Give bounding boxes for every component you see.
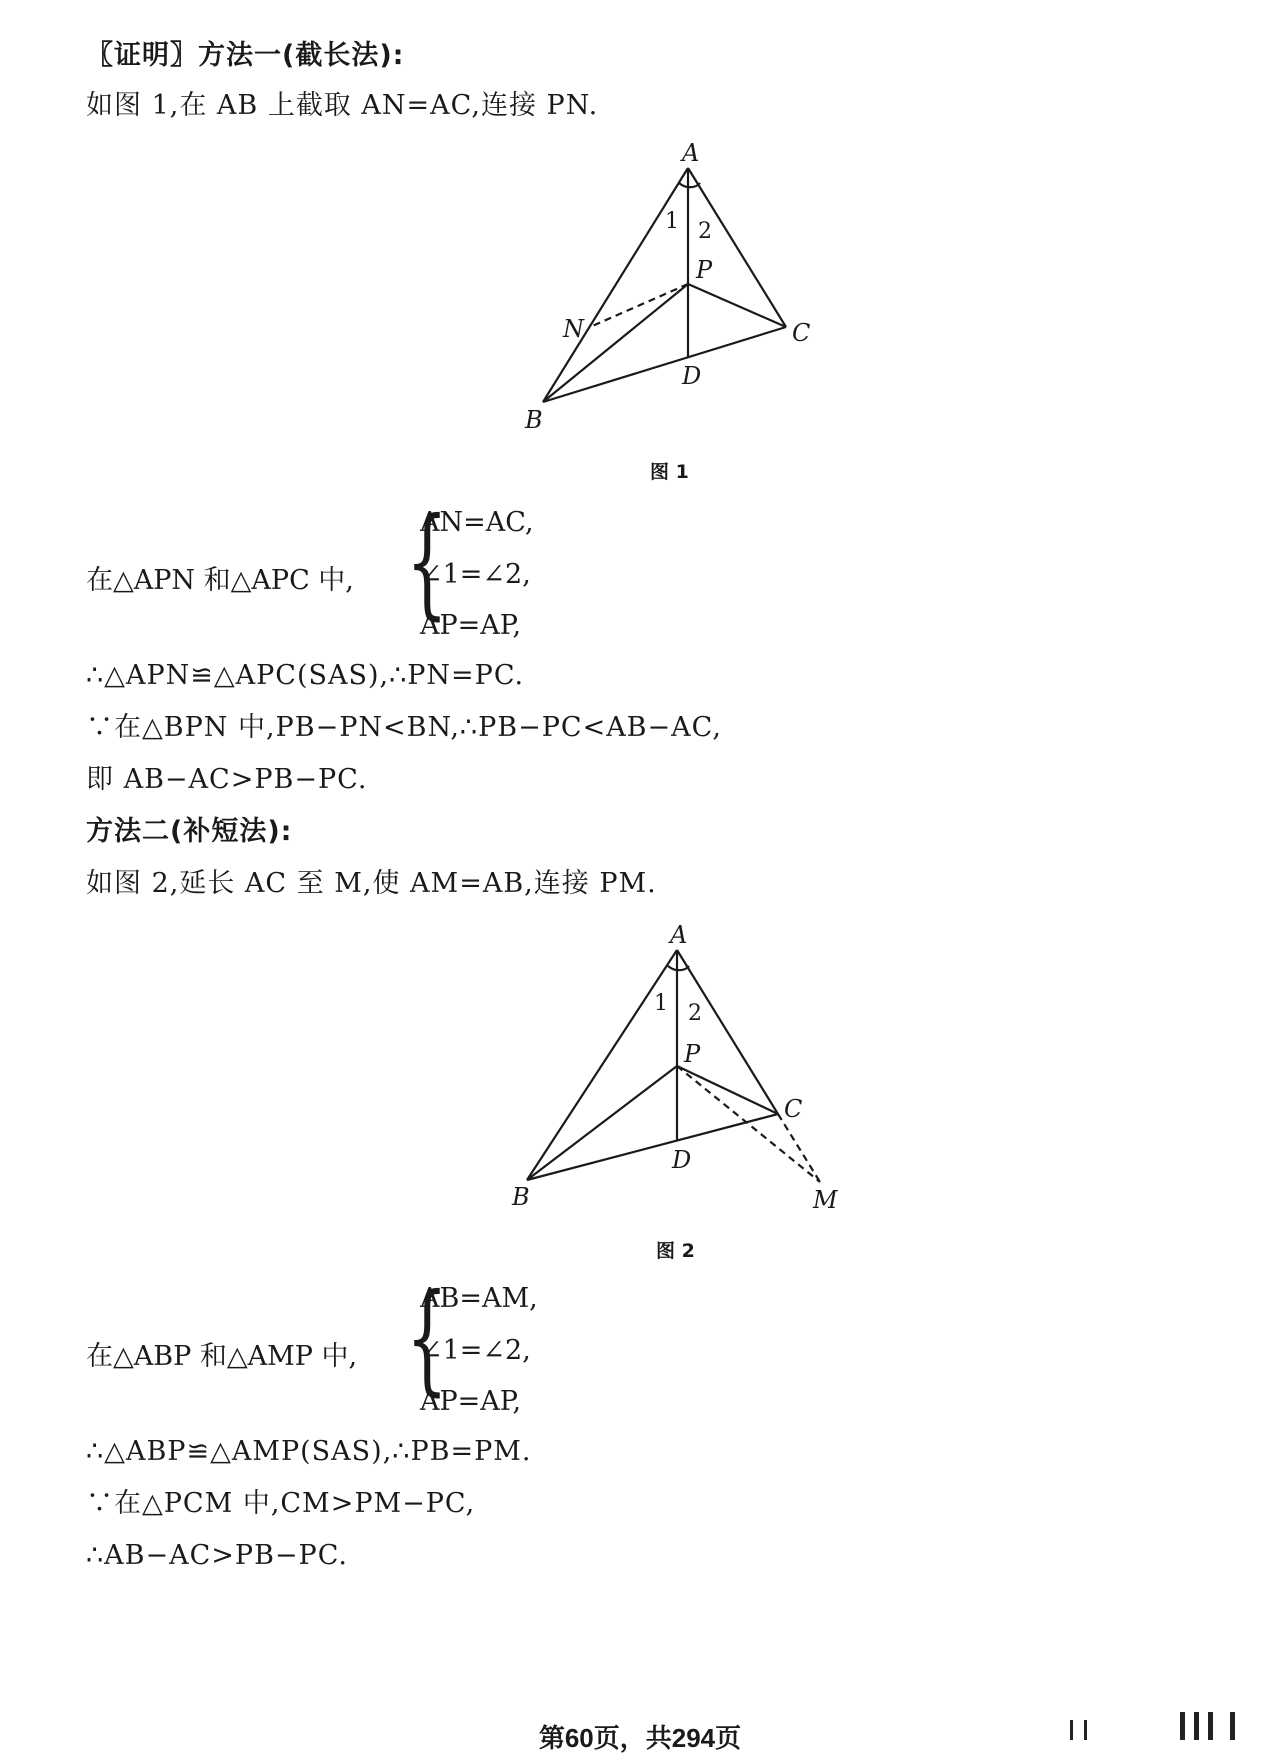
- method1-system-prefix: 在△APN 和△APC 中,: [86, 565, 354, 596]
- method2-brace: {: [406, 1269, 448, 1408]
- fig2-angle1-arc: [668, 966, 677, 970]
- fig1-angle2-label: 2: [698, 219, 712, 244]
- method1-step1: ∴△APN≌△APC(SAS),∴PN=PC.: [86, 660, 525, 691]
- method1-system-line-1: AN=AC,: [420, 507, 534, 538]
- method2-system-line-1: AB=AM,: [420, 1283, 538, 1314]
- method2-intro: 如图 2,延长 AC 至 M,使 AM=AB,连接 PM.: [86, 868, 657, 899]
- fig2-segment-PB: [527, 1066, 677, 1180]
- fig2-label-M: M: [813, 1186, 838, 1214]
- fig1-label-B: B: [525, 406, 543, 434]
- method2-system-line-2: ∠1=∠2,: [420, 1335, 531, 1366]
- fig1-segment-PN: [590, 284, 688, 327]
- fig2-segment-PM: [677, 1066, 820, 1182]
- fig2-label-C: C: [784, 1095, 803, 1123]
- fig1-segment-AC: [688, 168, 786, 327]
- fig1-label-D: D: [682, 362, 702, 390]
- fig2-segment-CM: [778, 1114, 820, 1182]
- method1-step3: 即 AB−AC>PB−PC.: [86, 764, 368, 795]
- fig1-label-P: P: [696, 256, 713, 284]
- fig1-segment-PB: [543, 284, 688, 402]
- fig2-label-P: P: [684, 1040, 701, 1068]
- method2-system-prefix: 在△ABP 和△AMP 中,: [86, 1341, 358, 1372]
- decorative-bars: [1070, 1712, 1250, 1740]
- fig2-angle2-arc: [677, 966, 689, 970]
- method2-step1: ∴△ABP≌△AMP(SAS),∴PB=PM.: [86, 1436, 532, 1467]
- method2-step3: ∴AB−AC>PB−PC.: [86, 1540, 348, 1571]
- fig2-label-A: A: [670, 921, 688, 949]
- fig2-angle2-label: 2: [688, 1001, 702, 1026]
- method2-title: 方法二(补短法):: [86, 816, 293, 847]
- fig1-label-C: C: [792, 319, 811, 347]
- fig1-segment-PC: [688, 284, 786, 327]
- method2-step2: ∵在△PCM 中,CM>PM−PC,: [86, 1488, 476, 1519]
- method1-system-line-2: ∠1=∠2,: [420, 559, 531, 590]
- fig1-angle1-label: 1: [665, 209, 679, 234]
- method1-step2: ∵在△BPN 中,PB−PN<BN,∴PB−PC<AB−AC,: [86, 712, 722, 743]
- fig1-angle1-arc: [679, 183, 688, 187]
- method1-title: 〖证明〗方法一(截长法):: [86, 40, 405, 71]
- method2-system-line-3: AP=AP,: [420, 1386, 522, 1417]
- fig2-label-B: B: [512, 1183, 530, 1211]
- page-number-footer: 第60页，共294页: [538, 1723, 742, 1753]
- method1-system-line-3: AP=AP,: [420, 610, 522, 641]
- figure-2-caption: 图 2: [656, 1240, 695, 1262]
- fig1-label-N: N: [563, 315, 584, 343]
- method1-brace: {: [406, 493, 448, 632]
- fig1-segment-AB: [543, 168, 688, 402]
- method1-intro: 如图 1,在 AB 上截取 AN=AC,连接 PN.: [86, 90, 599, 121]
- figure-2: [0, 920, 1280, 1240]
- fig2-angle1-label: 1: [654, 991, 668, 1016]
- fig2-label-D: D: [672, 1146, 692, 1174]
- fig1-label-A: A: [682, 139, 700, 167]
- figure-1: [0, 120, 1280, 580]
- figure-1-caption: 图 1: [650, 461, 689, 483]
